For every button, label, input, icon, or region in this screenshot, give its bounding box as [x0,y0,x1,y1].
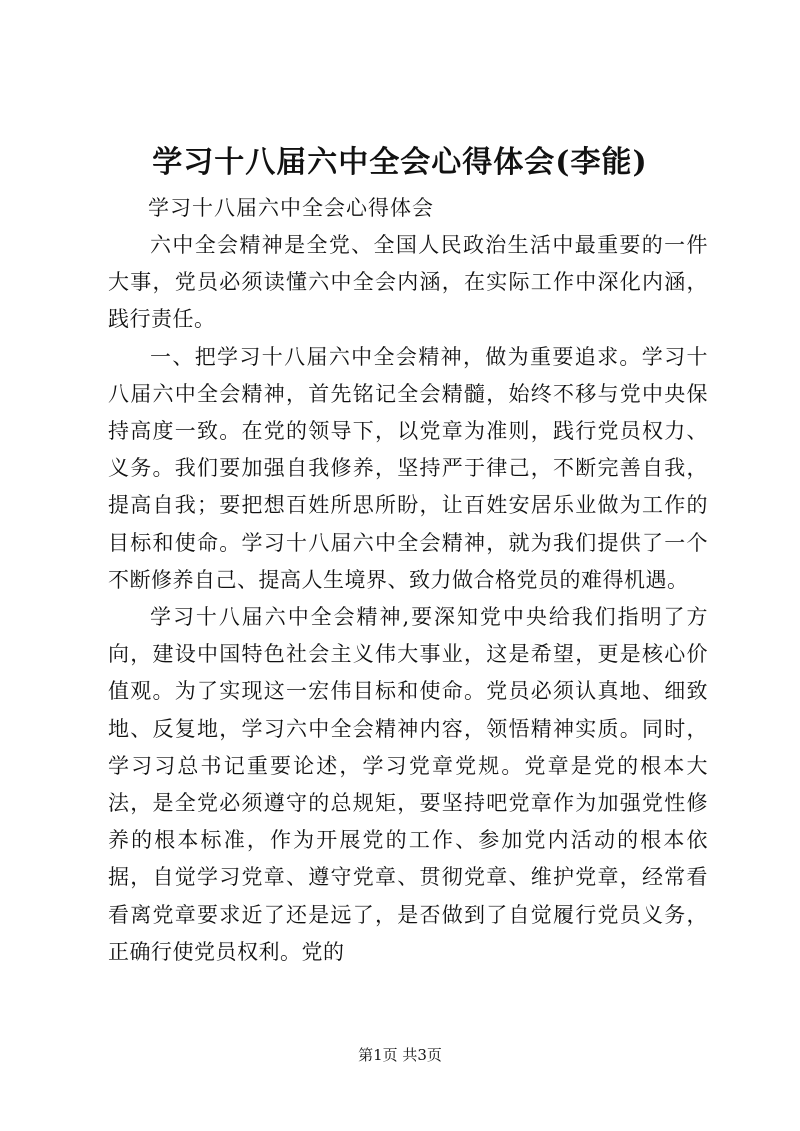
paragraph-3: 学习十八届六中全会精神,要深知党中央给我们指明了方向，建设中国特色社会主义伟大事业，这是希望，更是核心价值观。为了实现这一宏伟目标和使命。党员必须认真地、细致地、反复地，学习六中全会精神内容，领悟精神实质。同时，学习习总书记重要论述，学习党章党规。党章是党的根本大法，是全党必须遵守的总规矩，要坚持吧党章作为加强党性修养的根本标准，作为开展党的工作、参加党内活动的根本依据，自觉学习党章、遵守党章、贯彻党章、维护党章，经常看看离党章要求近了还是远了，是否做到了自觉履行党员义务，正确行使党员权利。党的 [108,605,708,964]
document-body [108,227,708,971]
document-subtitle: 学习十八届六中全会心得体会 [148,196,434,220]
page-title: 学习十八届六中全会心得体会(李能) [152,145,648,180]
paragraph-2: 一、把学习十八届六中全会精神，做为重要追求。学习十八届六中全会精神，首先铭记全会精髓，始终不移与党中央保持高度一致。在党的领导下，以党章为准则，践行党员权力、义务。我们要加强自我修养，坚持严于律己，不断完善自我，提高自我；要把想百姓所思所盼，让百姓安居乐业做为工作的目标和使命。学习十八届六中全会精神，就为我们提供了一个不断修养自己、提高人生境界、致力做合格党员的难得机遇。 [108,344,708,592]
page-indicator: 第1页 共3页 [358,1046,442,1064]
paragraph-1: 六中全会精神是全党、全国人民政治生活中最重要的一件大事，党员必须读懂六中全会内涵，在实际工作中深化内涵，践行责任。 [108,233,708,332]
